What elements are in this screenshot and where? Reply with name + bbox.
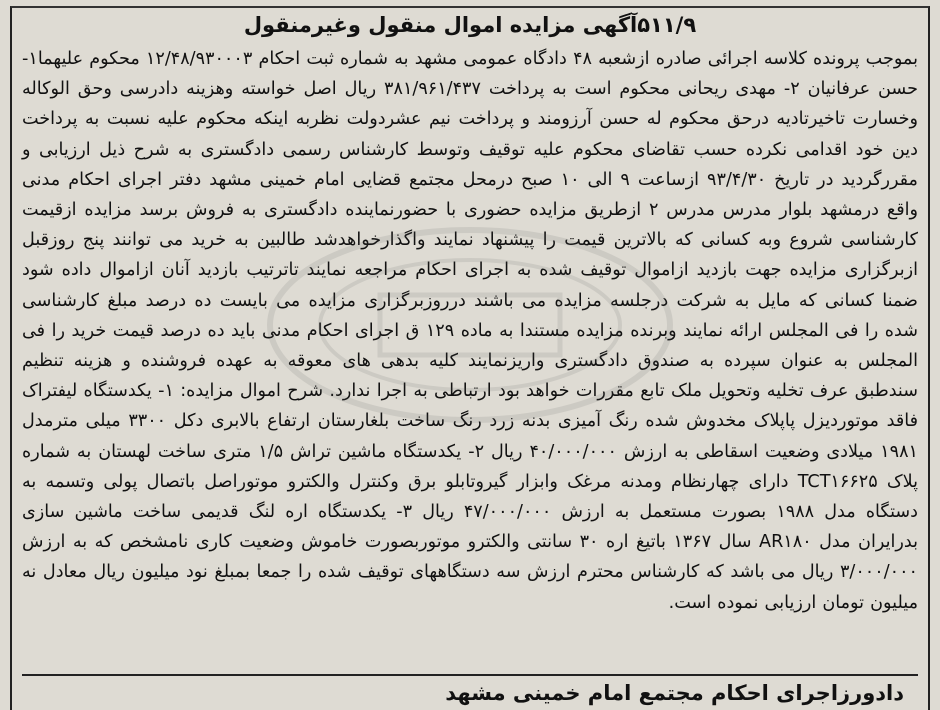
notice-title: ۵۱۱/۹آگهی مزایده اموال منقول وغیرمنقول [243, 13, 697, 37]
notice-signature: دادورزاجرای احکام مجتمع امام خمینی مشهد [22, 674, 918, 710]
notice-frame [10, 6, 930, 710]
notice-body: بموجب پرونده کلاسه اجرائی صادره ازشعبه ۴۸ دادگاه عمومی مشهد به شماره ثبت احکام ۱۲/۴۸/۹۳۰۰۰۳ محکوم علیهما۱- حسن عرفانیان ۲- مهدی ریحانی محکوم است به پرداخت ۳۸۱/۹۶۱/۴۳۷ ریال اصل خواسته وهزینه دادرسی وحق الوکاله وخسارت تاخیرتادیه درحق محکوم له حسن آرزومند و پرداخت نیم عشردولت نظربه اینکه محکوم علیه نسبت به پرداخت دین خود اقدامی نکرده حسب تقاضای محکوم علیه توقیف وتوسط کارشناس رسمی دادگستری به شرح ذیل ارزیابی و مقررگردید در تاریخ ۹۳/۴/۳۰ ازساعت ۹ الی ۱۰ صبح درمحل مجتمع قضایی امام خمینی مشهد دفتر اجرای احکام مدنی واقع درمشهد بلوار مدرس مدرس ۲ ازطریق مزایده حضوری با حضورنماینده دادگستری به فروش برسد مزایده ازقیمت کارشناسی شروع وبه کسانی که بالاترین قیمت را پیشنهاد نمایند واگذارخواهدشد طالبین به خرید می توانند پنج روزقبل ازبرگزاری مزایده جهت بازدید ازاموال توقیف شده به اجرای احکام مراجعه نمایند تاترتیب بازدید آنان ازاموال داده شود ضمنا کسانی که مایل به شرکت درجلسه مزایده می باشند درروزبرگزاری مزایده می بایست ده درصد مبلغ کارشناسی شده را فی المجلس ارائه نمایند وبرنده مزایده مستندا به ماده ۱۲۹ ق اجرای احکام مدنی باید ده درصد قیمت خرید را فی المجلس به عنوان سپرده به صندوق دادگستری واریزنمایند کلیه بدهی های معوقه به عهده فروشنده و هزینه تنظیم سندطبق عرف تخلیه وتحویل ملک تابع مقررات خواهد بود ارتباطی به اجرا ندارد. شرح اموال مزایده: ۱- یکدستگاه لیفتراک فاقد موتوردیزل پاپلاک مخدوش شده رنگ آمیزی بدنه زرد رنگ ساخت بلغارستان ارتفاع بالابری دکل ۳۳۰۰ میلی مترمدل ۱۹۸۱ میلادی وضعیت اسقاطی به ارزش ۴۰/۰۰۰/۰۰۰ ریال ۲- یکدستگاه ماشین تراش ۱/۵ متری ساخت لهستان به شماره پلاک TCT۱۶۶۲۵ دارای چهارنظام ومدنه مرغک وابزار گیروتابلو برق وکنترل والکترو موتوراصل باتصال پولی وتسمه به دستگاه مدل ۱۹۸۸ بصورت مستعمل به ارزش ۴۷/۰۰۰/۰۰۰ ریال ۳- یکدستگاه اره لنگ قدیمی ساخت ماشین سازی بدرایران مدل AR۱۸۰ سال ۱۳۶۷ باتیغ اره ۳۰ سانتی والکترو موتوربصورت خاموش وضعیت کاری نامشخص که به ارزش ۳/۰۰۰/۰۰۰ ریال می باشد که کارشناس محترم ارزش سه دستگاههای توقیف شده را جمعا بمبلغ نود میلیون ریال معادل نه میلیون تومان ارزیابی نموده است. [22, 49, 919, 613]
